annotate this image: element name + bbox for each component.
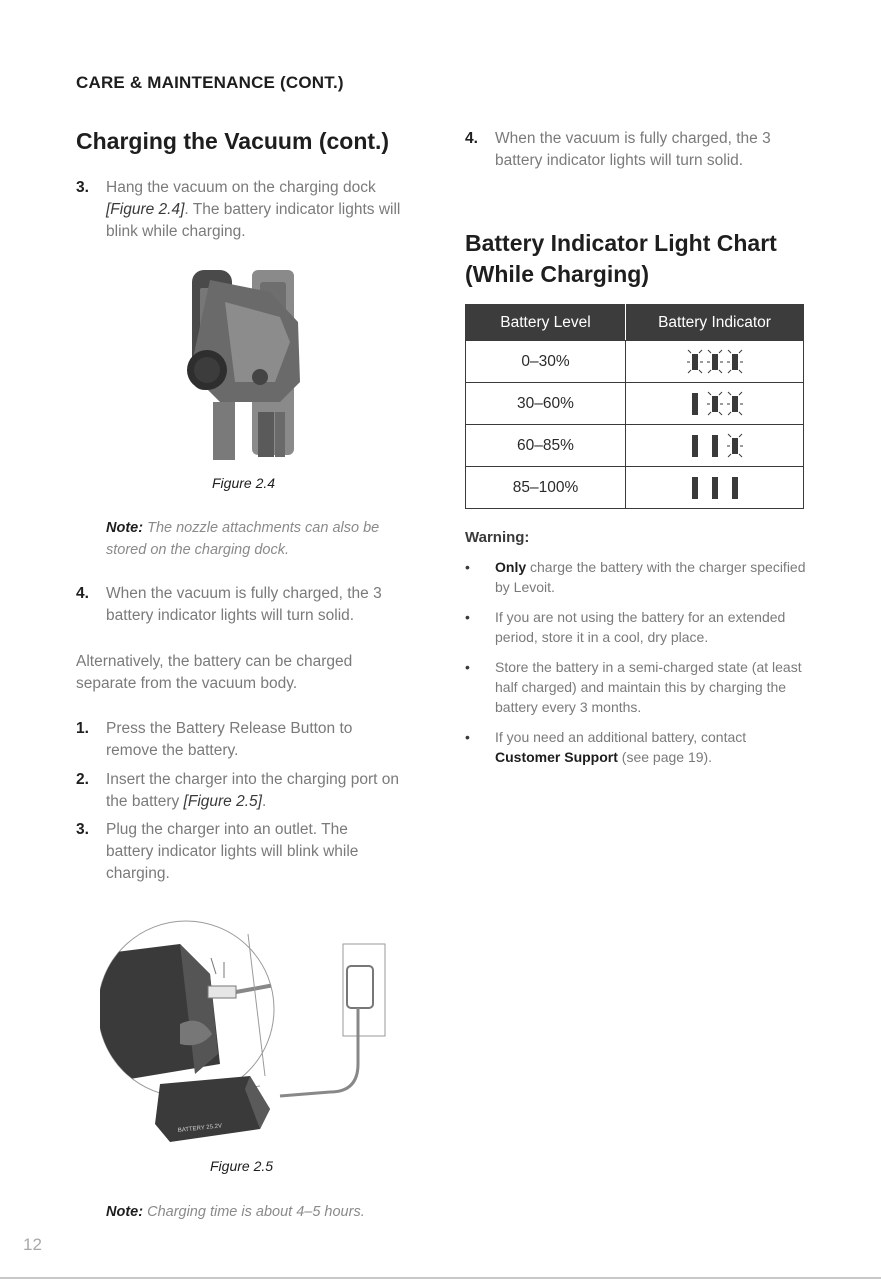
battery-indicator-cell — [626, 341, 804, 383]
chart-title: Battery Indicator Light Chart (While Charging) — [465, 230, 777, 287]
indicator-lights — [685, 432, 745, 460]
battery-charging-illustration — [100, 914, 400, 1144]
step-text: . — [261, 793, 267, 810]
blinking-light-icon — [727, 350, 743, 373]
page-number: 12 — [23, 1235, 42, 1254]
battery-indicator-cell — [626, 467, 804, 509]
bullet: • — [465, 729, 470, 745]
bullet: • — [465, 609, 470, 625]
indicator-lights — [685, 474, 745, 502]
section-header: CARE & MAINTENANCE (CONT.) — [76, 73, 344, 92]
battery-level-cell: 85–100% — [466, 467, 626, 509]
battery-indicator-cell — [626, 383, 804, 425]
note-charging-time — [106, 1201, 426, 1223]
step-4-full-right — [465, 128, 810, 172]
figure-caption: Figure 2.4 — [212, 475, 276, 491]
list-item — [465, 557, 810, 597]
step-text: When the vacuum is fully charged, the 3 battery indicator lights will turn solid. — [106, 585, 382, 624]
step-number: 2. — [76, 771, 89, 788]
sub-step-1 — [76, 718, 396, 762]
table-header-row — [466, 305, 804, 341]
vacuum-on-dock-illustration — [180, 262, 315, 462]
table-row — [466, 467, 804, 509]
step-text: When the vacuum is fully charged, the 3 battery indicator lights will turn solid. — [495, 130, 771, 169]
step-number: 4. — [76, 585, 89, 602]
solid-light-icon — [712, 435, 718, 457]
warning-list — [465, 557, 810, 777]
column-header: Battery Indicator — [626, 305, 804, 341]
table-row — [466, 425, 804, 467]
step-3-hang — [76, 177, 411, 243]
list-item — [465, 727, 810, 767]
solid-light-icon — [692, 435, 698, 457]
table-row — [466, 341, 804, 383]
battery-level-cell: 0–30% — [466, 341, 626, 383]
warning-text: charge the battery with the charger specified by Levoit. — [495, 559, 806, 595]
alternative-text: Alternatively, the battery can be charged separate from the vacuum body. — [76, 653, 353, 692]
step-text: Press the Battery Release Button to remove the battery. — [106, 720, 353, 759]
battery-indicator-table — [465, 304, 804, 509]
list-item — [465, 657, 810, 717]
warning-text: If you are not using the battery for an extended period, store it in a cool, dry place. — [495, 609, 786, 645]
warning-text: (see page 19). — [617, 749, 713, 765]
note-label: Note: — [106, 520, 144, 536]
step-number: 1. — [76, 720, 89, 737]
note-nozzle — [106, 517, 411, 561]
solid-light-icon — [692, 393, 698, 415]
customer-support-link-text: Customer Support — [495, 749, 618, 765]
battery-level-cell: 30–60% — [466, 383, 626, 425]
sub-step-2 — [76, 769, 411, 813]
step-4-full — [76, 583, 411, 627]
solid-light-icon — [692, 477, 698, 499]
step-text: Plug the charger into an outlet. The battery indicator lights will blink while charging. — [106, 821, 359, 882]
solid-light-icon — [712, 477, 718, 499]
warning-text: Store the battery in a semi-charged state (at least half charged) and maintain this by charging the battery every 3 months. — [495, 659, 802, 715]
figure-reference: [Figure 2.4] — [106, 201, 185, 218]
battery-indicator-cell — [626, 425, 804, 467]
figure-caption: Figure 2.5 — [210, 1158, 274, 1174]
blinking-light-icon — [707, 392, 723, 415]
note-text: The nozzle attachments can also be stored on the charging dock. — [106, 520, 380, 558]
list-item — [465, 607, 810, 647]
step-number: 3. — [76, 179, 89, 196]
note-text: Charging time is about 4–5 hours. — [143, 1204, 365, 1220]
column-header: Battery Level — [466, 305, 626, 341]
battery-label: BATTERY 25.2V — [177, 1123, 223, 1134]
indicator-lights — [685, 390, 745, 418]
sub-step-3 — [76, 819, 396, 885]
step-text: . The battery indicator lights will blink while charging. — [106, 201, 401, 240]
step-number: 4. — [465, 130, 478, 147]
bottom-rule — [0, 1277, 881, 1279]
blinking-light-icon — [727, 392, 743, 415]
battery-level-cell: 60–85% — [466, 425, 626, 467]
step-number: 3. — [76, 821, 89, 838]
bullet: • — [465, 659, 470, 675]
warning-title: Warning: — [465, 529, 530, 546]
blinking-light-icon — [707, 350, 723, 373]
note-label: Note: — [106, 1204, 144, 1220]
step-text: Insert the charger into the charging port on the battery — [106, 771, 399, 810]
figure-reference: [Figure 2.5] — [183, 793, 262, 810]
bold-text: Only — [495, 559, 527, 575]
page-title: Charging the Vacuum (cont.) — [76, 128, 390, 154]
blinking-light-icon — [727, 434, 743, 457]
warning-text: If you need an additional battery, contact — [495, 729, 747, 745]
bullet: • — [465, 559, 470, 575]
solid-light-icon — [732, 477, 738, 499]
indicator-lights — [685, 348, 745, 376]
step-text: Hang the vacuum on the charging dock — [106, 179, 376, 196]
table-row — [466, 383, 804, 425]
blinking-light-icon — [687, 350, 703, 373]
